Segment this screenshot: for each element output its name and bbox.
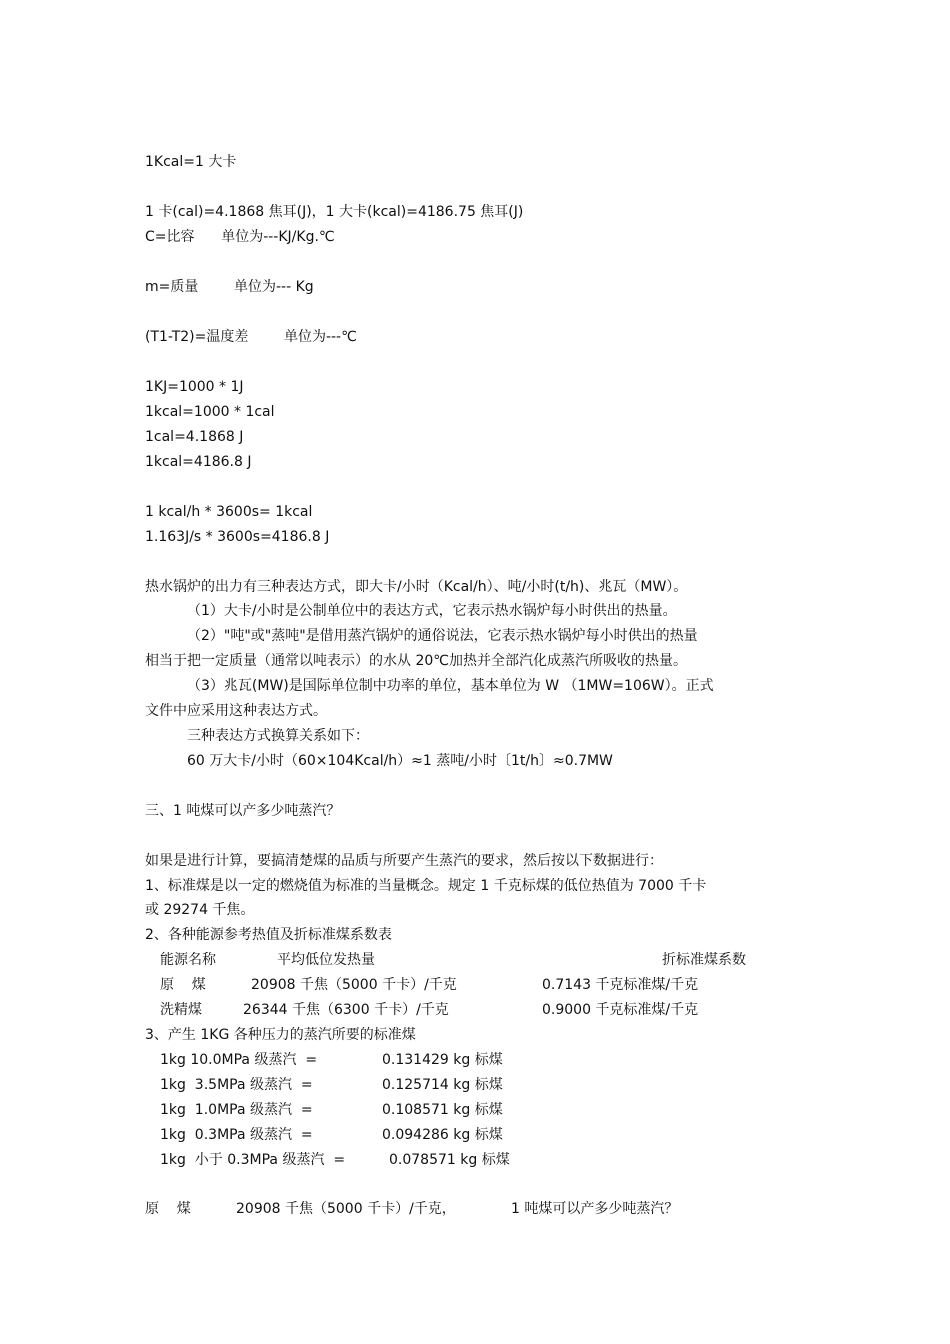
cal-j-line: 1cal=4.1868 J	[145, 429, 244, 445]
boiler-p1: （1）大卡/小时是公制单位中的表达方式，它表示热水锅炉每小时供出的热量。	[187, 603, 677, 619]
final-question: 1 吨煤可以产多少吨蒸汽？	[511, 1201, 679, 1217]
section-heading: 三、1 吨煤可以产多少吨蒸汽？	[145, 803, 341, 819]
m-definition: m=质量 单位为--- Kg	[145, 279, 314, 295]
kj-line: 1KJ=1000 * 1J	[145, 379, 244, 395]
coal-item2: 2、各种能源参考热值及折标准煤系数表	[145, 927, 392, 943]
steam-coal-value: 0.131429 kg 标煤	[382, 1052, 503, 1068]
table-cell: 洗精煤	[160, 1002, 202, 1018]
kcal-cal-line: 1kcal=1000 * 1cal	[145, 404, 275, 420]
cal-joule-line: 1 卡(cal)=4.1868 焦耳(J)，1 大卡(kcal)=4186.75 焦耳(J)	[145, 204, 524, 220]
conversion-title: 三种表达方式换算关系如下：	[187, 728, 369, 744]
table-cell: 20908 千焦（5000 千卡）/千克	[251, 977, 457, 993]
header-energy-name: 能源名称	[160, 952, 216, 968]
header-coefficient: 折标准煤系数	[662, 952, 746, 968]
boiler-p2a: （2）"吨"或"蒸吨"是借用蒸汽锅炉的通俗说法，它表示热水锅炉每小时供出的热量	[187, 628, 698, 644]
boiler-p3b: 文件中应采用这种表达方式。	[145, 703, 327, 719]
final-coal-name: 原 煤	[145, 1201, 191, 1217]
steam-coal-value: 0.108571 kg 标煤	[382, 1102, 503, 1118]
conversion-line: 60 万大卡/小时（60×104Kcal/h）≈1 蒸吨/小时〔1t/h〕≈0.7MW	[187, 753, 613, 769]
steam-spec: 1kg 小于 0.3MPa 级蒸汽 =	[160, 1152, 346, 1168]
boiler-intro: 热水锅炉的出力有三种表达方式，即大卡/小时（Kcal/h）、吨/小时(t/h)、兆瓦（MW）。	[145, 579, 688, 595]
steam-spec: 1kg 10.0MPa 级蒸汽 =	[160, 1052, 318, 1068]
kcalh-line: 1 kcal/h * 3600s= 1kcal	[145, 504, 313, 520]
table-cell: 0.7143 千克标准煤/千克	[542, 977, 699, 993]
table-cell: 0.9000 千克标准煤/千克	[542, 1002, 699, 1018]
steam-coal-value: 0.094286 kg 标煤	[382, 1127, 503, 1143]
js-line: 1.163J/s * 3600s=4186.8 J	[145, 529, 330, 545]
coal-item1b: 或 29274 千焦。	[145, 902, 255, 918]
kcal-definition: 1Kcal=1 大卡	[145, 154, 237, 170]
header-heat-value: 平均低位发热量	[277, 952, 375, 968]
coal-item3: 3、产生 1KG 各种压力的蒸汽所要的标准煤	[145, 1027, 416, 1043]
t-definition: (T1-T2)=温度差 单位为---℃	[145, 329, 357, 345]
table-cell: 原 煤	[160, 977, 206, 993]
final-heat-value: 20908 千焦（5000 千卡）/千克，	[236, 1201, 456, 1217]
steam-spec: 1kg 0.3MPa 级蒸汽 =	[160, 1127, 313, 1143]
steam-coal-value: 0.125714 kg 标煤	[382, 1077, 503, 1093]
coal-intro: 如果是进行计算，要搞清楚煤的品质与所要产生蒸汽的要求，然后按以下数据进行：	[145, 853, 663, 869]
kcal-j-line: 1kcal=4186.8 J	[145, 454, 252, 470]
boiler-p2b: 相当于把一定质量（通常以吨表示）的水从 20℃加热并全部汽化成蒸汽所吸收的热量。	[145, 653, 687, 669]
steam-spec: 1kg 3.5MPa 级蒸汽 =	[160, 1077, 313, 1093]
c-definition: C=比容 单位为---KJ/Kg.℃	[145, 229, 335, 245]
steam-spec: 1kg 1.0MPa 级蒸汽 =	[160, 1102, 313, 1118]
coal-item1a: 1、标准煤是以一定的燃烧值为标准的当量概念。规定 1 千克标煤的低位热值为 7000 千卡	[145, 878, 707, 894]
boiler-p3a: （3）兆瓦(MW)是国际单位制中功率的单位，基本单位为 W （1MW=106W）。正式	[187, 678, 714, 694]
steam-coal-value: 0.078571 kg 标煤	[389, 1152, 510, 1168]
table-cell: 26344 千焦（6300 千卡）/千克	[243, 1002, 449, 1018]
